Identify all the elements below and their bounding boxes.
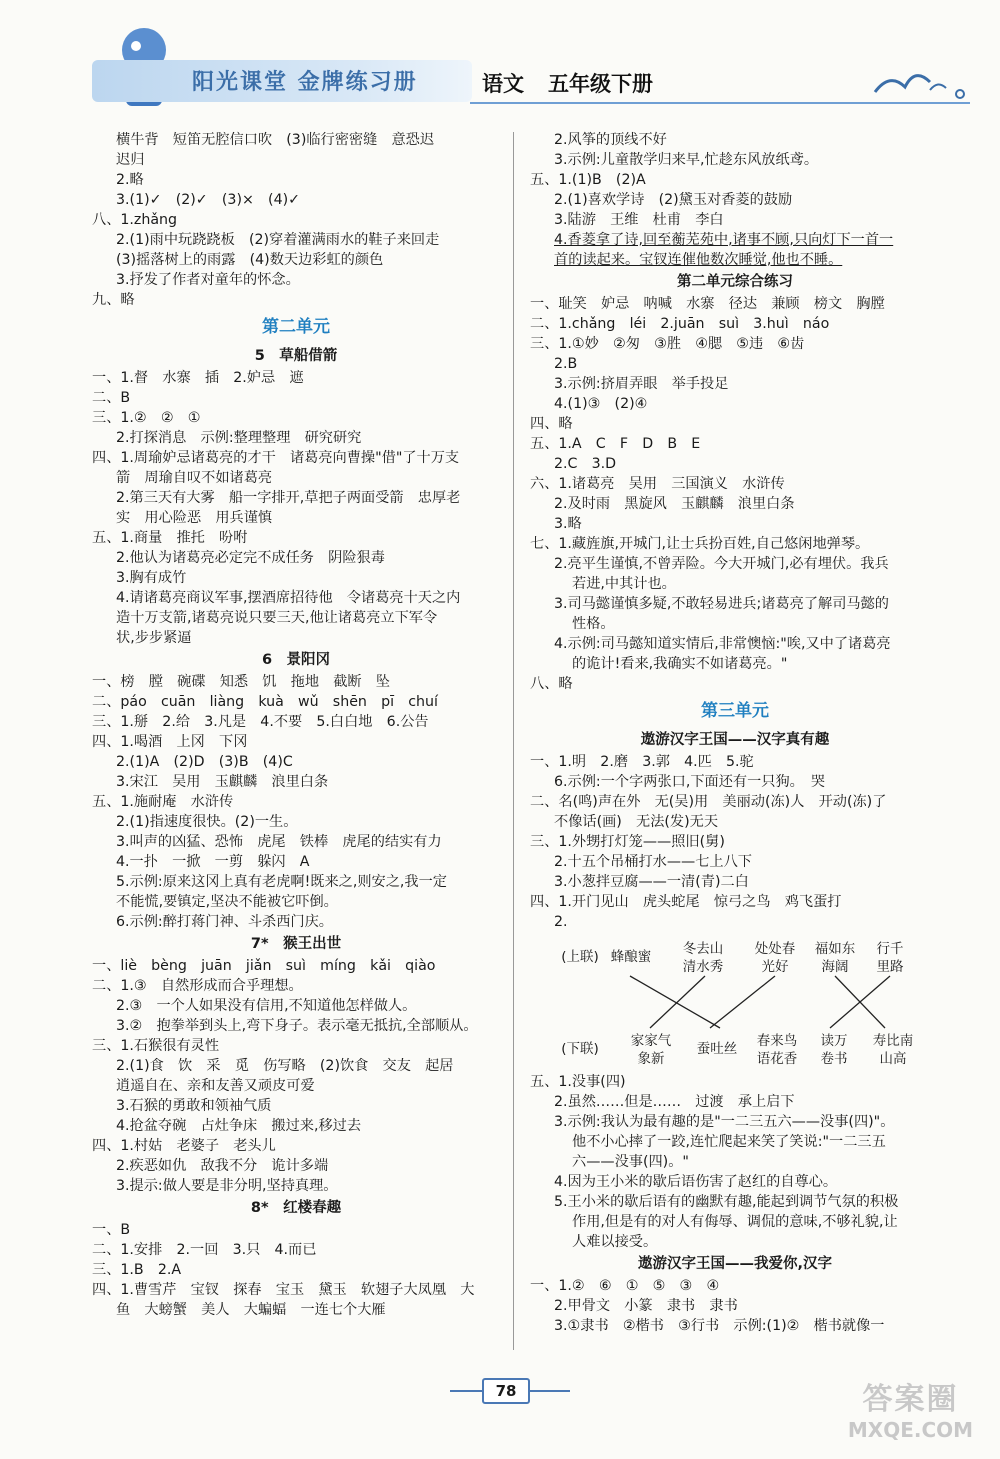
- answer-line: 五、1.施耐庵 水浒传: [92, 794, 234, 810]
- watermark-title: 答案圈: [862, 1382, 959, 1417]
- answer-line: 九、略: [92, 292, 135, 308]
- answer-line: 六、1.诸葛亮 吴用 三国演义 水浒传: [530, 476, 785, 492]
- answer-line: 二、1.安排 2.一回 3.只 4.而已: [92, 1242, 317, 1258]
- answer-line: 一、榜 膛 碗碟 知悉 饥 拖地 截断 坠: [92, 674, 390, 690]
- answer-line: 3.①隶书 ②楷书 ③行书 示例:(1)② 楷书就像一: [554, 1318, 885, 1334]
- answer-line: 3.宋江 吴用 玉麒麟 浪里白条: [116, 774, 329, 790]
- right-column: [530, 130, 940, 1336]
- subject-label: 语文: [482, 72, 524, 96]
- lesson-heading: 遨游汉字王国——我爱你,汉字: [637, 1256, 832, 1272]
- answer-line: 六——没事(四)。": [572, 1154, 689, 1170]
- series-title: 阳光课堂 金牌练习册: [192, 70, 418, 95]
- answer-line: 6.示例:一个字两张口,下面还有一只狗。 哭: [554, 774, 826, 790]
- answer-line: 五、1.A C F D B E: [530, 436, 701, 452]
- answer-line: 3.② 抱拳举到头上,弯下身子。表示毫无抵抗,全部顺从。: [116, 1018, 478, 1034]
- answer-line: 实 用心险恶 用兵谨慎: [116, 510, 273, 526]
- couplet-item: 行千里路: [876, 941, 904, 975]
- answer-line: 二、名(鸣)声在外 无(吴)用 美丽动(冻)人 开动(冻)了: [530, 794, 887, 810]
- answer-line: 四、1.曹雪芹 宝钗 探春 宝玉 黛玉 软翅子大凤凰 大: [92, 1282, 475, 1298]
- answer-line: 2.(1)雨中玩跷跷板 (2)穿着灌满雨水的鞋子来回走: [116, 232, 440, 248]
- answer-line: 3.(1)✓ (2)✓ (3)× (4)✓: [116, 192, 301, 208]
- answer-line: 3.胸有成竹: [116, 570, 187, 586]
- answer-line: 3.司马懿谨慎多疑,不敢轻易进兵;诸葛亮了解司马懿的: [554, 596, 889, 612]
- answer-line: 一、耻笑 妒忌 呐喊 水寨 径达 兼顾 榜文 胸膛: [530, 296, 885, 312]
- answer-line: 首的读起来。宝钗连催他数次睡觉,他也不睡。: [554, 252, 843, 268]
- answer-line: 5.王小米的歇后语有的幽默有趣,能起到调节气氛的积极: [554, 1194, 899, 1210]
- answer-line: 三、1.①妙 ②匆 ③胜 ④腮 ⑤违 ⑥齿: [530, 336, 805, 352]
- lesson-heading: 5 草船借箭: [254, 348, 338, 364]
- answer-line: 4.一扑 一掀 一剪 躲闪 A: [116, 854, 310, 870]
- answer-line: 2.他认为诸葛亮必定完不成任务 阴险狠毒: [116, 550, 385, 566]
- answer-line: 2.(1)指速度很快。(2)一生。: [116, 814, 298, 830]
- answer-line: 2.打探消息 示例:整理整理 研究研究: [116, 430, 362, 446]
- page-number: 78: [482, 1378, 530, 1404]
- answer-line: 3.石猴的勇敢和领袖气质: [116, 1098, 272, 1114]
- couplet-item: 寿比南山高: [872, 1033, 914, 1067]
- watermark-url: MXQE.COM: [847, 1418, 974, 1442]
- answer-line: 一、1.② ⑥ ① ⑤ ③ ④: [530, 1278, 720, 1294]
- unit-heading: 第三单元: [701, 701, 769, 721]
- answer-line: 不能慌,要镇定,坚决不能被它吓倒。: [116, 894, 338, 910]
- answer-line: 2.风筝的顶线不好: [554, 132, 667, 148]
- answer-line: 人难以接受。: [572, 1234, 658, 1250]
- answer-line: 三、1.B 2.A: [92, 1262, 182, 1278]
- answer-line: 五、1.(1)B (2)A: [530, 172, 646, 188]
- answer-line: 一、liè bèng juān jiǎn suì míng kǎi qiào: [92, 958, 436, 974]
- answer-line: 3.陆游 王维 杜甫 李白: [554, 212, 724, 228]
- answer-line: 作用,但是有的对人有侮辱、调侃的意味,不够礼貌,让: [572, 1214, 898, 1230]
- answer-line: 2.略: [116, 172, 144, 188]
- answer-line: 2.③ 一个人如果没有信用,不知道他怎样做人。: [116, 998, 417, 1014]
- answer-line: 四、1.村姑 老婆子 老头儿: [92, 1138, 276, 1154]
- lesson-heading: 8* 红楼春趣: [250, 1200, 342, 1216]
- answer-line: 2.B: [554, 356, 578, 372]
- answer-line: 若进,中其计也。: [572, 576, 676, 592]
- answer-line: 三、1.② ② ①: [92, 410, 201, 426]
- answer-line: 2.疾恶如仇 敌我不分 诡计多端: [116, 1158, 329, 1174]
- answer-line: 他不小心摔了一跤,连忙爬起来笑了笑说:"一二三五: [572, 1134, 886, 1150]
- lesson-heading: 7* 猴王出世: [250, 936, 342, 952]
- grade-label: 五年级下册: [548, 72, 653, 96]
- couplet-item: 福如东海阔: [814, 941, 856, 975]
- answer-line: 四、1.喝酒 上冈 下冈: [92, 734, 248, 750]
- answer-line: 3.示例:儿童散学归来早,忙趁东风放纸鸢。: [554, 152, 819, 168]
- couplet-item: 蚕吐丝: [696, 1041, 738, 1057]
- answer-line: 逍遥自在、亲和友善又顽皮可爱: [116, 1078, 315, 1094]
- couplet-item: 家家气象新: [630, 1033, 672, 1067]
- answer-line: 不像话(画) 无法(发)无天: [554, 814, 719, 830]
- answer-line: 4.示例:司马懿知道实情后,非常懊恼:"唉,又中了诸葛亮: [554, 636, 891, 652]
- couplet-item: 蜂酿蜜: [610, 949, 652, 965]
- answer-line: 3.抒发了作者对童年的怀念。: [116, 272, 300, 288]
- couplet-matching-diagram: [530, 932, 940, 1072]
- couplet-item: 冬去山清水秀: [682, 941, 724, 975]
- left-column: [92, 130, 500, 1320]
- lesson-heading: 遨游汉字王国——汉字真有趣: [640, 732, 830, 748]
- answer-line: 一、1.督 水寨 插 2.妒忌 遮: [92, 370, 304, 386]
- answer-line: 二、1.③ 自然形成而合乎理想。: [92, 978, 303, 994]
- answer-line: 三、1.石猴很有灵性: [92, 1038, 220, 1054]
- answer-line: 4.因为王小米的歇后语伤害了赵红的自尊心。: [554, 1174, 838, 1190]
- couplet-item: 春来鸟语花香: [756, 1033, 798, 1067]
- answer-line: 四、略: [530, 416, 573, 432]
- couplet-item: 读万卷书: [820, 1033, 848, 1067]
- answer-line: 四、1.周瑜妒忌诸葛亮的才干 诸葛亮向曹操"借"了十万支: [92, 450, 460, 466]
- answer-line: 2.十五个吊桶打水——七上八下: [554, 854, 752, 870]
- answer-line: 2.亮平生谨慎,不曾弄险。今大开城门,必有埋伏。我兵: [554, 556, 889, 572]
- answer-line: 八、略: [530, 676, 573, 692]
- answer-line: 四、1.开门见山 虎头蛇尾 惊弓之鸟 鸡飞蛋打: [530, 894, 842, 910]
- answer-line: 性格。: [572, 616, 615, 632]
- answer-line: 迟归: [116, 152, 145, 168]
- lesson-heading: 第二单元综合练习: [677, 274, 793, 290]
- answer-line: 3.略: [554, 516, 582, 532]
- answer-line: 2.: [554, 914, 568, 930]
- answer-line: 3.小葱拌豆腐——一清(青)二白: [554, 874, 749, 890]
- column-divider: [513, 132, 514, 1350]
- answer-line: 2.(1)A (2)D (3)B (4)C: [116, 754, 293, 770]
- page-header: [0, 0, 1000, 120]
- answer-line: 2.(1)喜欢学诗 (2)黛玉对香菱的鼓励: [554, 192, 793, 208]
- answer-line: 二、páo cuān liàng kuà wǔ shēn pī chuí: [92, 694, 438, 710]
- answer-line: 三、1.掰 2.给 3.凡是 4.不要 5.白白地 6.公告: [92, 714, 429, 730]
- answer-line: 一、B: [92, 1222, 131, 1238]
- answer-line: 横牛背 短笛无腔信口吹 (3)临行密密缝 意恐迟: [116, 132, 435, 148]
- answer-line: (3)摇落树上的雨露 (4)数天边彩虹的颜色: [116, 252, 384, 268]
- answer-line: 3.示例:我认为最有趣的是"一二三五六——没事(四)"。: [554, 1114, 895, 1130]
- answer-line: 2.虽然……但是…… 过渡 承上启下: [554, 1094, 795, 1110]
- answer-line: 一、1.明 2.磨 3.郭 4.匹 5.驼: [530, 754, 754, 770]
- answer-line: 二、1.chǎng léi 2.juān suì 3.huì náo: [530, 316, 830, 332]
- answer-line: 2.C 3.D: [554, 456, 617, 472]
- answer-line: 2.第三天有大雾 船一字排开,草把子两面受箭 忠厚老: [116, 490, 461, 506]
- answer-line: 5.示例:原来这冈上真有老虎啊!既来之,则安之,我一定: [116, 874, 447, 890]
- answer-line: 五、1.没事(四): [530, 1074, 626, 1090]
- answer-line: 3.示例:挤眉弄眼 举手投足: [554, 376, 729, 392]
- answer-line: 6.示例:醉打蒋门神、斗杀西门庆。: [116, 914, 333, 930]
- unit-heading: 第二单元: [262, 317, 330, 337]
- answer-line: 鱼 大螃蟹 美人 大蝙蝠 一连七个大雁: [116, 1302, 386, 1318]
- lower-couplet-label: (下联): [561, 1041, 599, 1057]
- answer-line: 状,步步紧逼: [116, 630, 192, 646]
- site-watermark: [828, 1382, 993, 1459]
- answer-line: 2.及时雨 黑旋风 玉麒麟 浪里白条: [554, 496, 795, 512]
- answer-line: 的诡计!看来,我确实不如诸葛亮。": [572, 656, 788, 672]
- answer-line: 二、B: [92, 390, 131, 406]
- answer-line: 2.甲骨文 小篆 隶书 隶书: [554, 1298, 738, 1314]
- birds-icon: [870, 62, 970, 102]
- header-rule: [470, 102, 970, 104]
- answer-line: 三、1.外甥打灯笼——照旧(舅): [530, 834, 725, 850]
- answer-line: 七、1.藏旌旗,开城门,让士兵扮百姓,自己悠闲地弹琴。: [530, 536, 870, 552]
- upper-couplet-label: (上联): [561, 949, 599, 965]
- lesson-heading: 6 景阳冈: [261, 652, 331, 668]
- answer-line: 八、1.zhǎng: [92, 212, 178, 228]
- answer-line: 4.抢盆夺碗 占灶争床 搬过来,移过去: [116, 1118, 362, 1134]
- answer-line: 3.提示:做人要是非分明,坚持真理。: [116, 1178, 338, 1194]
- answer-line: 箭 周瑜自叹不如诸葛亮: [116, 470, 273, 486]
- answer-line: 2.(1)食 饮 采 觅 伤写略 (2)饮食 交友 起居: [116, 1058, 454, 1074]
- answer-line: 4.香菱拿了诗,回至蘅芜苑中,诸事不顾,只向灯下一首一: [554, 232, 894, 248]
- couplet-item: 处处春光好: [754, 941, 796, 975]
- answer-line: 3.叫声的凶猛、恐怖 虎尾 铁棒 虎尾的结实有力: [116, 834, 442, 850]
- answer-line: 4.请诸葛亮商议军事,摆酒席招待他 令诸葛亮十天之内: [116, 590, 461, 606]
- answer-line: 造十万支箭,诸葛亮说只要三天,他让诸葛亮立下军令: [116, 610, 438, 626]
- answer-line: 4.(1)③ (2)④: [554, 396, 648, 412]
- answer-line: 五、1.商量 推托 吩咐: [92, 530, 248, 546]
